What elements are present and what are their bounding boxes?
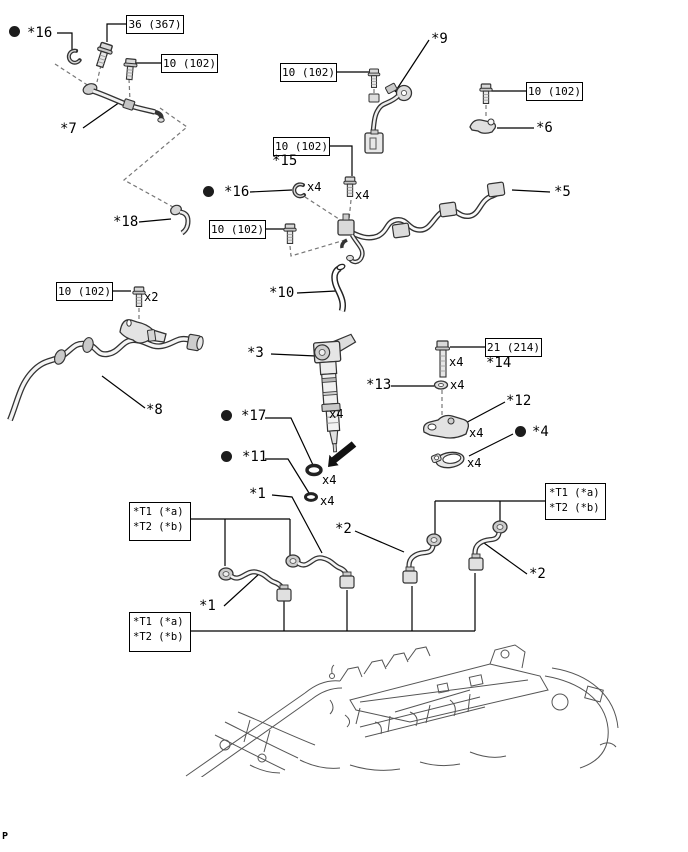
clip-16-b bbox=[294, 184, 304, 196]
callout-14: *14 bbox=[486, 355, 512, 371]
bolt-rail bbox=[344, 177, 356, 196]
qty-clip-16: x4 bbox=[307, 180, 322, 194]
qty-bolt-rail: x4 bbox=[355, 188, 370, 202]
callout-16-top: *16 bbox=[27, 25, 53, 41]
torque-10-102-e: 10 (102) bbox=[209, 220, 266, 239]
note-box-top-left-line: *T2 (*b) bbox=[133, 521, 184, 533]
torque-10-102-c: 10 (102) bbox=[526, 82, 583, 101]
part-3-injector bbox=[313, 334, 363, 453]
part-12-injector-clamp bbox=[424, 416, 469, 439]
part-17-oring bbox=[307, 466, 321, 475]
direction-arrow bbox=[328, 441, 356, 467]
part-7-fuel-pipe bbox=[82, 82, 164, 122]
page-footer-char: P bbox=[2, 831, 9, 842]
callout-16-mid: *16 bbox=[224, 184, 250, 200]
part-18-hose bbox=[169, 204, 188, 233]
bolt-10-102-a bbox=[123, 58, 138, 80]
callout-13: *13 bbox=[366, 377, 392, 393]
callout-5: *5 bbox=[554, 184, 571, 200]
pipe-1-a bbox=[219, 568, 291, 601]
bolt-36-367 bbox=[93, 42, 115, 69]
torque-36-367: 36 (367) bbox=[126, 15, 184, 34]
callout-17: *17 bbox=[241, 408, 267, 424]
torque-10-102-b: 10 (102) bbox=[280, 63, 337, 82]
note-box-right-line: *T1 (*a) bbox=[549, 487, 600, 499]
callout-15: *15 bbox=[272, 153, 298, 169]
qty-oring-11: x4 bbox=[320, 494, 335, 508]
part-10-hose bbox=[335, 263, 346, 311]
callout-9: *9 bbox=[431, 31, 448, 47]
callout-1-b: *1 bbox=[199, 598, 216, 614]
callout-4: *4 bbox=[532, 424, 549, 440]
note-box-bottom-line: *T2 (*b) bbox=[133, 631, 184, 643]
bolt-10-102-c bbox=[480, 84, 492, 103]
pipe-1-b bbox=[286, 555, 354, 588]
callout-11: *11 bbox=[242, 449, 268, 465]
bolt-21-214 bbox=[436, 341, 450, 377]
qty-bolt-14: x4 bbox=[449, 355, 464, 369]
torque-10-102-a: 10 (102) bbox=[161, 54, 218, 73]
clip-16-a bbox=[67, 50, 80, 64]
part-13-washer bbox=[435, 381, 448, 389]
bolt-10-102-e bbox=[284, 224, 296, 243]
qty-oring-17: x4 bbox=[322, 473, 337, 487]
callout-10: *10 bbox=[269, 285, 295, 301]
qty-bolt-8: x2 bbox=[144, 290, 159, 304]
part-8-hose-assembly bbox=[10, 320, 204, 420]
qty-clamp-12: x4 bbox=[469, 426, 484, 440]
part-4-gasket bbox=[430, 450, 465, 470]
part-9-fuel-pressure-pipe bbox=[365, 83, 412, 153]
callout-1-a: *1 bbox=[249, 486, 266, 502]
callout-8: *8 bbox=[146, 402, 163, 418]
callout-12: *12 bbox=[506, 393, 532, 409]
engine-outline bbox=[186, 645, 618, 781]
torque-10-102-d: 10 (102) bbox=[273, 137, 330, 156]
note-box-bottom-line: *T1 (*a) bbox=[133, 616, 184, 628]
leader-lines bbox=[57, 24, 550, 606]
torque-10-102-f: 10 (102) bbox=[56, 282, 113, 301]
note-connector-lines bbox=[186, 501, 545, 631]
callout-18: *18 bbox=[113, 214, 139, 230]
part-11-oring bbox=[306, 494, 317, 501]
note-box-top-left-line: *T1 (*a) bbox=[133, 506, 184, 518]
bolt-10-102-b bbox=[368, 69, 380, 87]
qty-gasket-4: x4 bbox=[467, 456, 482, 470]
callout-6: *6 bbox=[536, 120, 553, 136]
qty-injector: x4 bbox=[329, 407, 344, 421]
part-5-fuel-return-pipe bbox=[338, 182, 505, 262]
pipe-2-a bbox=[403, 534, 441, 583]
bolt-10-102-f bbox=[133, 287, 145, 306]
callout-7: *7 bbox=[60, 121, 77, 137]
torque-21-214: 21 (214) bbox=[485, 338, 542, 357]
part-6-bracket bbox=[470, 119, 495, 133]
callout-3: *3 bbox=[247, 345, 264, 361]
callout-2-b: *2 bbox=[529, 566, 546, 582]
note-box-right-line: *T2 (*b) bbox=[549, 502, 600, 514]
qty-washer-13: x4 bbox=[450, 378, 465, 392]
dashed-guide-lines bbox=[55, 64, 486, 420]
callout-2-a: *2 bbox=[335, 521, 352, 537]
